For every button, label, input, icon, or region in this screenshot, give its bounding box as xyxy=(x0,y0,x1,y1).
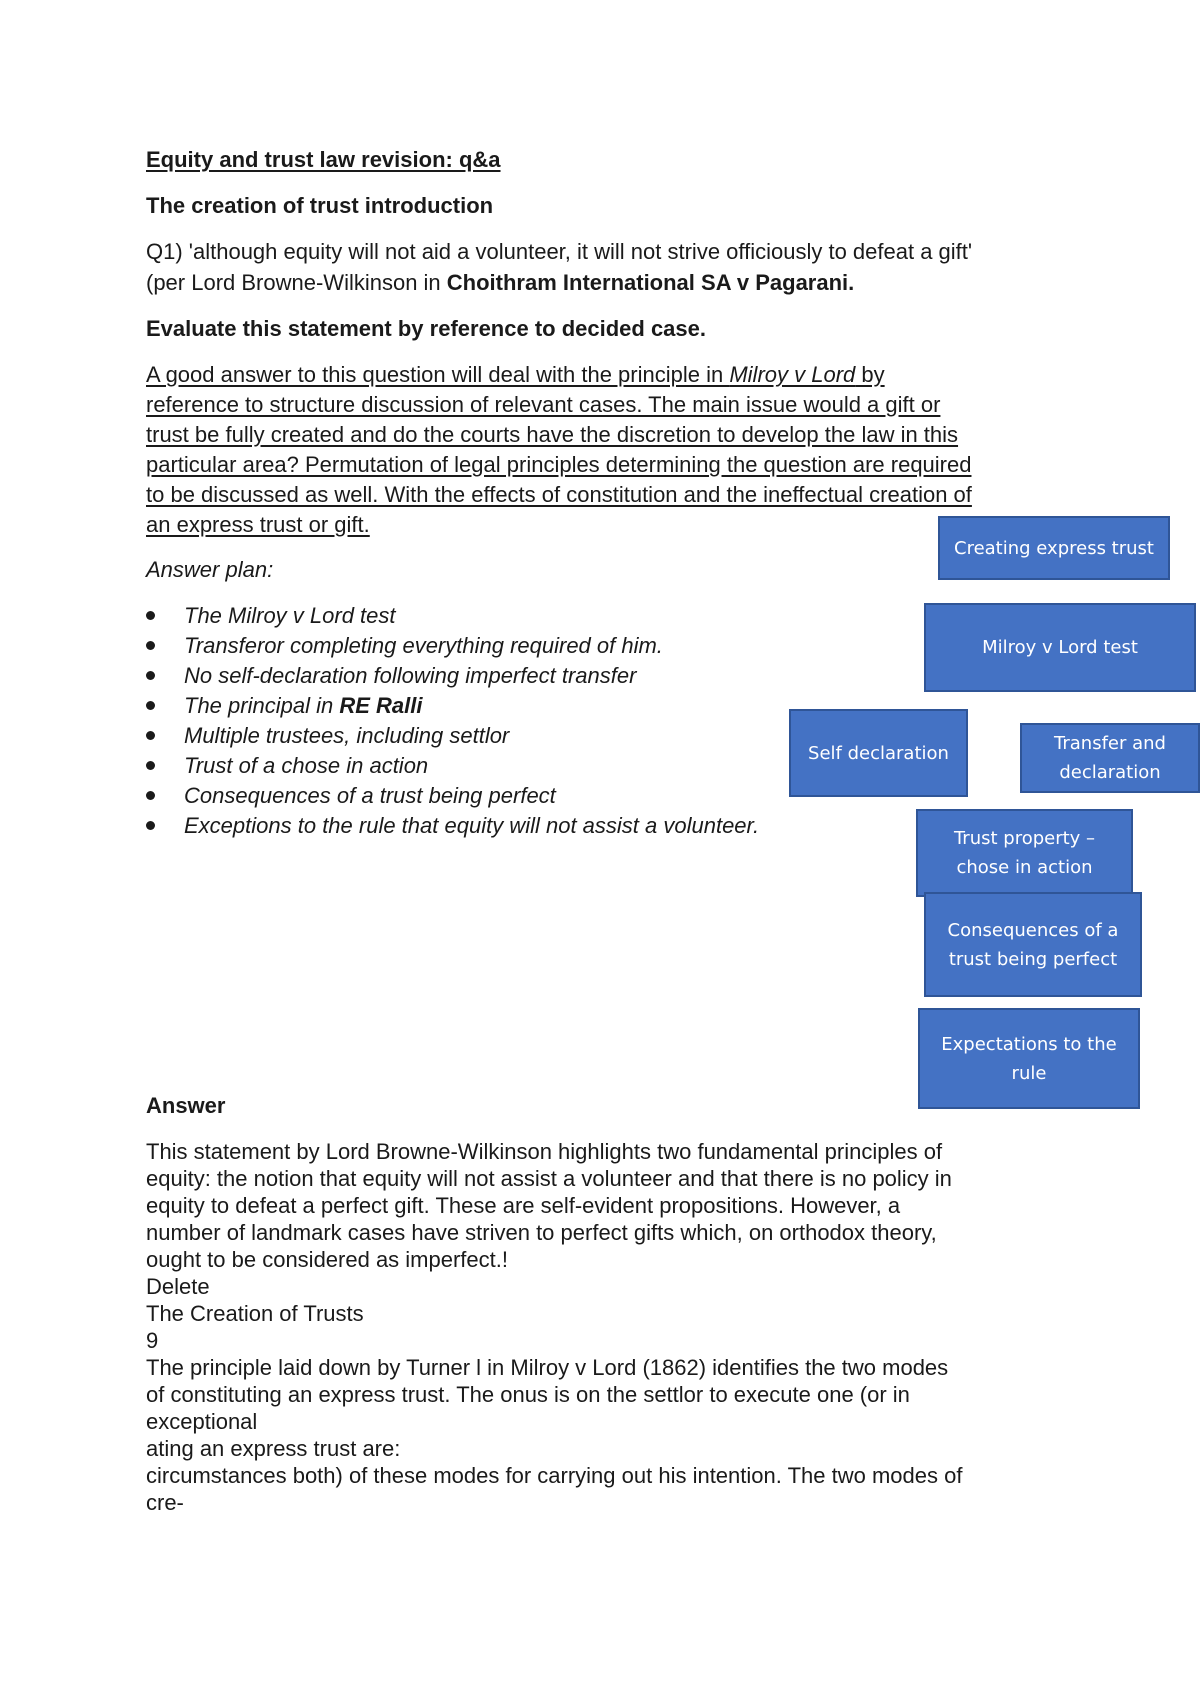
answer-line: equity to defeat a perfect gift. These are self-evident propositions. However, a xyxy=(146,1193,901,1218)
bullet-icon xyxy=(146,821,155,830)
answer-line: Delete xyxy=(146,1274,210,1299)
guidance-text-suffix: by xyxy=(855,362,885,387)
case-name-ralli: RE Ralli xyxy=(339,693,423,718)
bullet-icon xyxy=(146,761,155,770)
list-item: No self-declaration following imperfect transfer xyxy=(184,663,636,689)
answer-heading: Answer xyxy=(146,1093,226,1118)
answer-line: This statement by Lord Browne-Wilkinson highlights two fundamental principles of xyxy=(146,1139,943,1164)
answer-line: ating an express trust are: xyxy=(146,1436,401,1461)
list-item: Exceptions to the rule that equity will not assist a volunteer. xyxy=(184,813,759,839)
guidance-line-2: reference to structure discussion of relevant cases. The main issue would a gift or xyxy=(146,392,941,417)
answer-line: ought to be considered as imperfect.! xyxy=(146,1247,508,1272)
question-instruction: Evaluate this statement by reference to decided case. xyxy=(146,316,707,341)
section-heading: The creation of trust introduction xyxy=(146,193,494,218)
guidance-line-1 xyxy=(146,362,885,388)
diagram-box-consequences: Consequences of a trust being perfect xyxy=(924,892,1142,997)
answer-line: circumstances both) of these modes for carrying out his intention. The two modes of xyxy=(146,1463,963,1488)
list-item: Trust of a chose in action xyxy=(184,753,428,779)
guidance-line-3: trust be fully created and do the courts have the discretion to develop the law in this xyxy=(146,422,959,447)
bullet-icon xyxy=(146,671,155,680)
bullet-icon xyxy=(146,791,155,800)
question-attribution: (per Lord Browne-Wilkinson in xyxy=(146,270,447,295)
answer-plan-label: Answer plan: xyxy=(146,557,274,582)
answer-line: The principle laid down by Turner l in Milroy v Lord (1862) identifies the two modes xyxy=(146,1355,949,1380)
case-name-milroy: Milroy v Lord xyxy=(729,362,856,387)
answer-line: The Creation of Trusts xyxy=(146,1301,364,1326)
list-item: The Milroy v Lord test xyxy=(184,603,396,629)
answer-line: equity: the notion that equity will not assist a volunteer and that there is no policy in xyxy=(146,1166,952,1191)
answer-line: of constituting an express trust. The onus is on the settlor to execute one (or in xyxy=(146,1382,910,1407)
diagram-box-transfer-and-declaration: Transfer and declaration xyxy=(1020,723,1200,793)
guidance-line-5: to be discussed as well. With the effects of constitution and the ineffectual creation of xyxy=(146,482,972,507)
bullet-icon xyxy=(146,611,155,620)
diagram-box-trust-property: Trust property – chose in action xyxy=(916,809,1133,897)
guidance-text: A good answer to this question will deal with the principle in xyxy=(146,362,730,387)
answer-line: number of landmark cases have striven to perfect gifts which, on orthodox theory, xyxy=(146,1220,937,1245)
answer-line: exceptional xyxy=(146,1409,258,1434)
diagram-box-creating-express-trust: Creating express trust xyxy=(938,516,1170,580)
question-line-2 xyxy=(146,270,854,296)
question-line-1: Q1) 'although equity will not aid a volunteer, it will not strive officiously to defeat a gift' xyxy=(146,239,973,264)
list-item: Consequences of a trust being perfect xyxy=(184,783,556,809)
answer-line: 9 xyxy=(146,1328,159,1353)
diagram-box-expectations: Expectations to the rule xyxy=(918,1008,1140,1109)
list-item: The principal in RE Ralli xyxy=(184,693,422,719)
answer-line: cre- xyxy=(146,1490,184,1515)
bullet-icon xyxy=(146,641,155,650)
case-name-choithram: Choithram International SA v Pagarani. xyxy=(446,270,855,295)
list-item: Transferor completing everything required of him. xyxy=(184,633,663,659)
list-item: Multiple trustees, including settlor xyxy=(184,723,509,749)
bullet-icon xyxy=(146,701,155,710)
document-title: Equity and trust law revision: q&a xyxy=(146,147,501,172)
diagram-box-self-declaration: Self declaration xyxy=(789,709,968,797)
guidance-line-6: an express trust or gift. xyxy=(146,512,370,537)
bullet-icon xyxy=(146,731,155,740)
diagram-box-milroy-v-lord-test: Milroy v Lord test xyxy=(924,603,1196,692)
guidance-line-4: particular area? Permutation of legal principles determining the question are required xyxy=(146,452,972,477)
